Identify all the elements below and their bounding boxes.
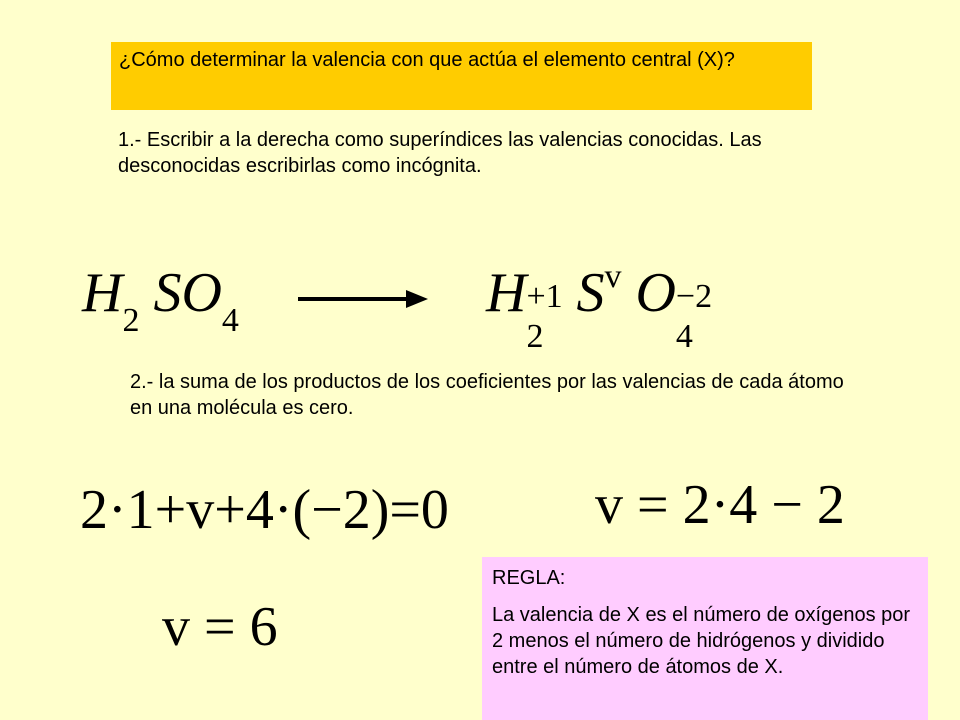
formula-h: H [486, 262, 527, 324]
formula-o-subscript: 4 [675, 318, 693, 355]
title-box [111, 42, 812, 110]
formula-h-scripts [526, 278, 563, 355]
step-1-text: 1.- Escribir a la derecha como superíndices las valencias conocidas. Las desconocidas escribirlas como incógnita. [118, 129, 762, 177]
formula-o-subscript: 4 [221, 302, 239, 339]
rule-box [482, 557, 928, 720]
formula-s: S [576, 262, 605, 324]
formula-h-superscript: +1 [526, 278, 563, 315]
formula-h2so4 [82, 258, 239, 339]
formula-o: O [181, 262, 222, 324]
equation-result: v = 6 [162, 596, 278, 658]
equation-sum: 2·1+v+4·(−2)=0 [80, 479, 449, 541]
formula-with-valences [486, 258, 728, 355]
formula-s: S [153, 262, 182, 324]
formula-h-subscript: 2 [122, 302, 140, 339]
formula-o-superscript: −2 [675, 278, 713, 315]
rule-text: La valencia de X es el número de oxígenos por 2 menos el número de hidrógenos y dividido entre el número de átomos de X. [492, 604, 911, 678]
step-2-text: 2.- la suma de los productos de los coeficientes por las valencias de cada átomo en una molécula es cero. [130, 371, 844, 419]
formula-s-superscript: v [604, 258, 622, 295]
formula-h-subscript: 2 [526, 318, 544, 355]
formula-h: H [82, 262, 123, 324]
right-arrow-icon [298, 284, 430, 314]
formula-o: O [635, 262, 676, 324]
equation-v: v = 2·4 − 2 [595, 474, 845, 536]
title-text: ¿Cómo determinar la valencia con que actúa el elemento central (X)? [119, 49, 735, 71]
formula-o-scripts [675, 278, 728, 355]
rule-title: REGLA: [492, 567, 566, 589]
